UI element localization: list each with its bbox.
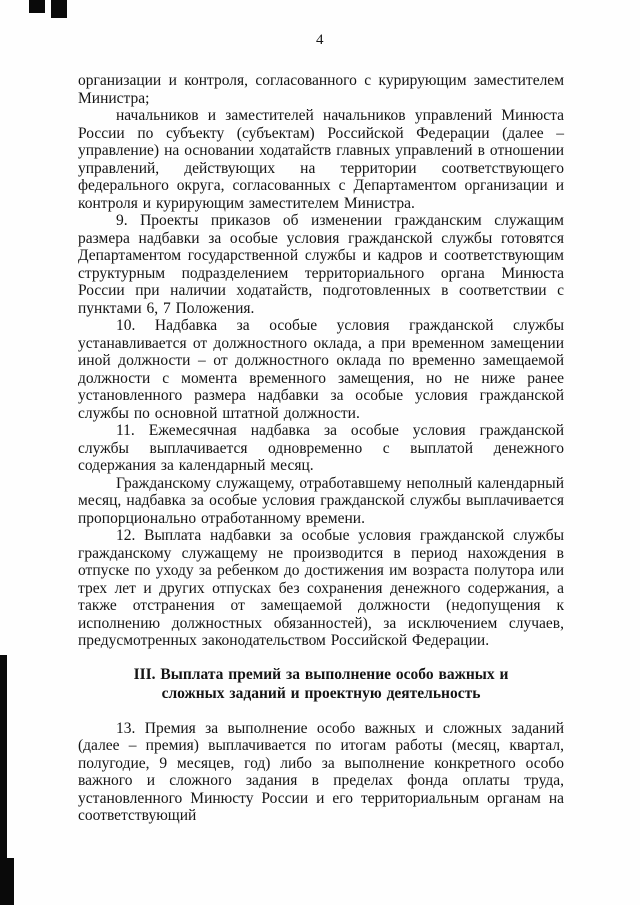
page-number: 4 <box>316 32 324 48</box>
section-heading-iii: III. Выплата премий за выполнение особо важных и сложных заданий и проектную деятельность <box>133 665 509 702</box>
scan-artifact-top-left-1 <box>29 0 45 13</box>
paragraph-managers-list: начальников и заместителей начальников управлений Минюста России по субъекту (субъектам) Российской Федерации (далее – управление) на основании ходатайств главных управлений в отношении управлений, действующих на территории соответствующего федерального округа, согласованных с Департаментом организации и контроля и курирующим заместителем Министра. <box>78 107 564 212</box>
paragraph-item-11-continued: Гражданскому служащему, отработавшему неполный календарный месяц, надбавка за особые условия гражданской службы выплачивается пропорционально отработанному времени. <box>78 474 564 527</box>
paragraph-item-10: 10. Надбавка за особые условия гражданской службы устанавливается от должностного оклада, а при временном замещении иной должности – от должностного оклада по временно замещаемой должности с момента временного замещения, но не ниже ранее установленного размера надбавки за особые условия гражданской службы по основной штатной должности. <box>78 317 564 422</box>
paragraph-item-9: 9. Проекты приказов об изменении гражданским служащим размера надбавки за особые условия гражданской службы готовятся Департаментом государственной службы и кадров и соответствующим структурным подразделением территориального органа Минюста России при наличии ходатайств, подготовленных в соответствии с пунктами 6, 7 Положения. <box>78 212 564 317</box>
scan-artifact-top-left-2 <box>51 0 67 18</box>
paragraph-item-12: 12. Выплата надбавки за особые условия гражданской службы гражданскому служащему не производится в период нахождения в отпуске по уходу за ребенком до достижения им возраста полутора или трех лет и других отпусках без сохранения денежного содержания, а также отстранения от замещаемой должности (недопущения к исполнению должностных обязанностей), за исключением случаев, предусмотренных законодательством Российской Федерации. <box>78 527 564 649</box>
scan-artifact-bottom-left-block <box>0 858 14 905</box>
paragraph-item-11: 11. Ежемесячная надбавка за особые условия гражданской службы выплачивается одновременно с выплатой денежного содержания за календарный месяц. <box>78 422 564 474</box>
paragraph-item-13: 13. Премия за выполнение особо важных и сложных заданий (далее – премия) выплачивается по итогам работы (месяц, квартал, полугодие, 9 месяцев, год) либо за выполнение конкретного особо важного и сложного задания в пределах фонда оплаты труда, установленного Минюсту России и его территориальным органам на соответствующий <box>78 719 564 824</box>
document-body <box>78 72 564 825</box>
paragraph-continuation: организации и контроля, согласованного с курирующим заместителем Министра; <box>78 72 564 107</box>
